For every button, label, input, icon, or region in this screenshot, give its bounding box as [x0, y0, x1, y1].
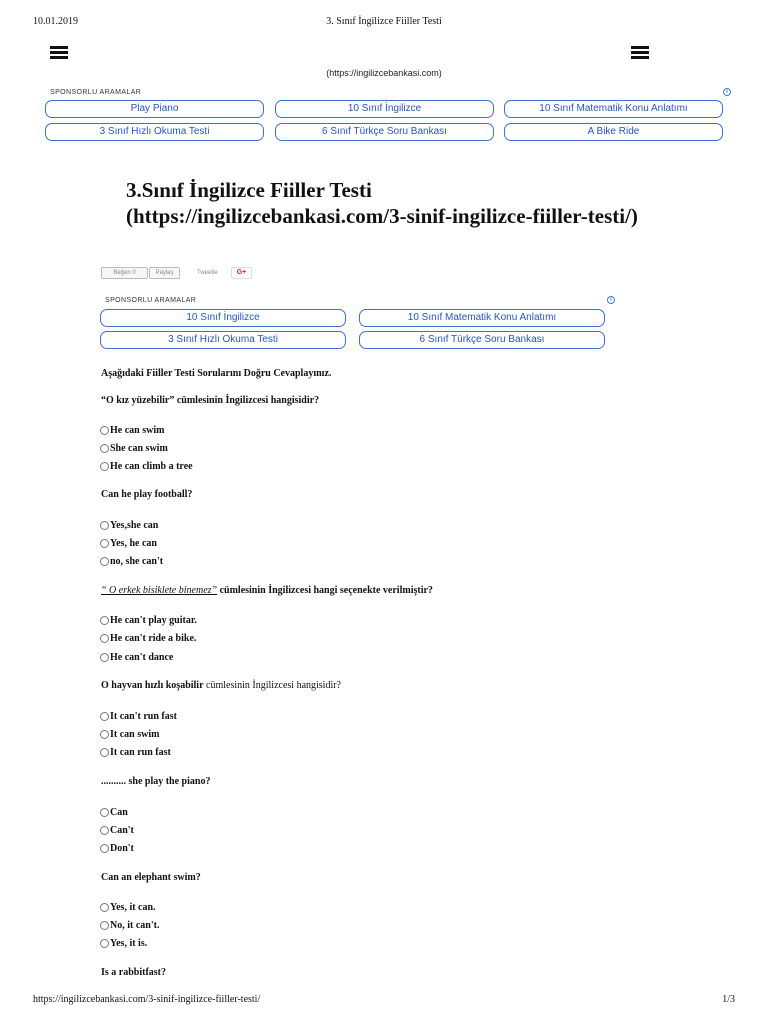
option-q6-b[interactable]: No, it can't. [100, 919, 159, 932]
print-date: 10.01.2019 [33, 16, 78, 27]
radio-button[interactable] [100, 921, 109, 930]
radio-button[interactable] [100, 521, 109, 530]
site-url[interactable]: (https://ingilizcebankasi.com) [326, 68, 442, 78]
page-title [126, 177, 686, 229]
info-icon-2[interactable]: i [607, 296, 615, 304]
option-q4-a[interactable]: It can't run fast [100, 710, 177, 723]
radio-button[interactable] [100, 939, 109, 948]
radio-button[interactable] [100, 616, 109, 625]
radio-button[interactable] [100, 634, 109, 643]
radio-button[interactable] [100, 444, 109, 453]
question-1: “O kız yüzebilir” cümlesinin İngilizcesi hangisidir? [101, 395, 320, 406]
question-3 [101, 585, 433, 596]
option-q5-b[interactable]: Can't [100, 824, 134, 837]
radio-button[interactable] [100, 844, 109, 853]
question-4-bold: O hayvan hızlı koşabilir [101, 680, 204, 691]
question-4-text: cümlesinin İngilizcesi hangisidir? [203, 680, 341, 691]
ad-link-3-sinif-hizli-okuma-2[interactable]: 3 Sınıf Hızlı Okuma Testi [100, 331, 346, 349]
page-title-link[interactable]: (https://ingilizcebankasi.com/3-sinif-ingilizce-fiiller-testi/) [126, 204, 638, 228]
ad-link-6-sinif-turkce[interactable]: 6 Sınıf Türkçe Soru Bankası [275, 123, 494, 141]
print-header [33, 16, 735, 30]
option-q1-c[interactable]: He can climb a tree [100, 460, 193, 473]
option-q3-b[interactable]: He can't ride a bike. [100, 632, 196, 645]
print-title: 3. Sınıf İngilizce Fiiller Testi [326, 16, 442, 27]
radio-button[interactable] [100, 903, 109, 912]
ad-link-10-sinif-ingilizce-2[interactable]: 10 Sınıf İngilizce [100, 309, 346, 327]
option-q2-a[interactable]: Yes,she can [100, 519, 158, 532]
question-5: .......... she play the piano? [101, 776, 211, 787]
option-q5-c[interactable]: Don't [100, 842, 134, 855]
radio-button[interactable] [100, 653, 109, 662]
option-q1-b[interactable]: She can swim [100, 442, 168, 455]
ad-link-3-sinif-hizli-okuma[interactable]: 3 Sınıf Hızlı Okuma Testi [45, 123, 264, 141]
sponsored-searches-label-2: SPONSORLU ARAMALAR [105, 297, 197, 304]
ad-link-play-piano[interactable]: Play Piano [45, 100, 264, 118]
info-icon[interactable]: i [723, 88, 731, 96]
radio-button[interactable] [100, 748, 109, 757]
google-plus-icon[interactable]: G+ [231, 267, 252, 279]
option-q3-a[interactable]: He can't play guitar. [100, 614, 197, 627]
footer-url: https://ingilizcebankasi.com/3-sinif-ingilizce-fiiller-testi/ [33, 994, 261, 1005]
ad-link-10-sinif-matematik[interactable]: 10 Sınıf Matematik Konu Anlatımı [504, 100, 723, 118]
question-3-quote: “ O erkek bisiklete binemez” [101, 585, 218, 596]
radio-button[interactable] [100, 426, 109, 435]
question-7: Is a rabbitfast? [101, 967, 167, 978]
question-3-text: cümlesinin İngilizcesi hangi seçenekte verilmiştir? [217, 585, 433, 596]
page-number: 1/3 [722, 994, 735, 1005]
hamburger-menu-icon-left[interactable] [50, 46, 68, 60]
question-6: Can an elephant swim? [101, 872, 201, 883]
share-button[interactable]: Paylaş [149, 267, 180, 279]
print-footer [33, 994, 735, 1008]
radio-button[interactable] [100, 539, 109, 548]
option-q6-c[interactable]: Yes, it is. [100, 937, 147, 950]
option-q3-c[interactable]: He can't dance [100, 651, 173, 664]
radio-button[interactable] [100, 826, 109, 835]
radio-button[interactable] [100, 730, 109, 739]
radio-button[interactable] [100, 808, 109, 817]
radio-button[interactable] [100, 712, 109, 721]
ad-link-10-sinif-matematik-2[interactable]: 10 Sınıf Matematik Konu Anlatımı [359, 309, 605, 327]
page-title-text: 3.Sınıf İngilizce Fiiller Testi [126, 178, 372, 202]
hamburger-menu-icon-right[interactable] [631, 46, 649, 60]
ad-link-6-sinif-turkce-2[interactable]: 6 Sınıf Türkçe Soru Bankası [359, 331, 605, 349]
option-q4-b[interactable]: It can swim [100, 728, 159, 741]
radio-button[interactable] [100, 557, 109, 566]
option-q2-b[interactable]: Yes, he can [100, 537, 157, 550]
question-4 [101, 680, 341, 691]
sponsored-searches-label: SPONSORLU ARAMALAR [50, 89, 142, 96]
tweet-button[interactable]: Tweetle [197, 270, 218, 276]
option-q2-c[interactable]: no, she can't [100, 555, 163, 568]
quiz-intro: Aşağıdaki Fiiller Testi Sorularını Doğru Cevaplayınız. [101, 368, 332, 379]
option-q4-c[interactable]: It can run fast [100, 746, 171, 759]
question-2: Can he play football? [101, 489, 193, 500]
ad-link-a-bike-ride[interactable]: A Bike Ride [504, 123, 723, 141]
like-button[interactable]: Beğen 0 [101, 267, 148, 279]
option-q1-a[interactable]: He can swim [100, 424, 164, 437]
option-q6-a[interactable]: Yes, it can. [100, 901, 156, 914]
ad-link-10-sinif-ingilizce[interactable]: 10 Sınıf İngilizce [275, 100, 494, 118]
option-q5-a[interactable]: Can [100, 806, 128, 819]
radio-button[interactable] [100, 462, 109, 471]
